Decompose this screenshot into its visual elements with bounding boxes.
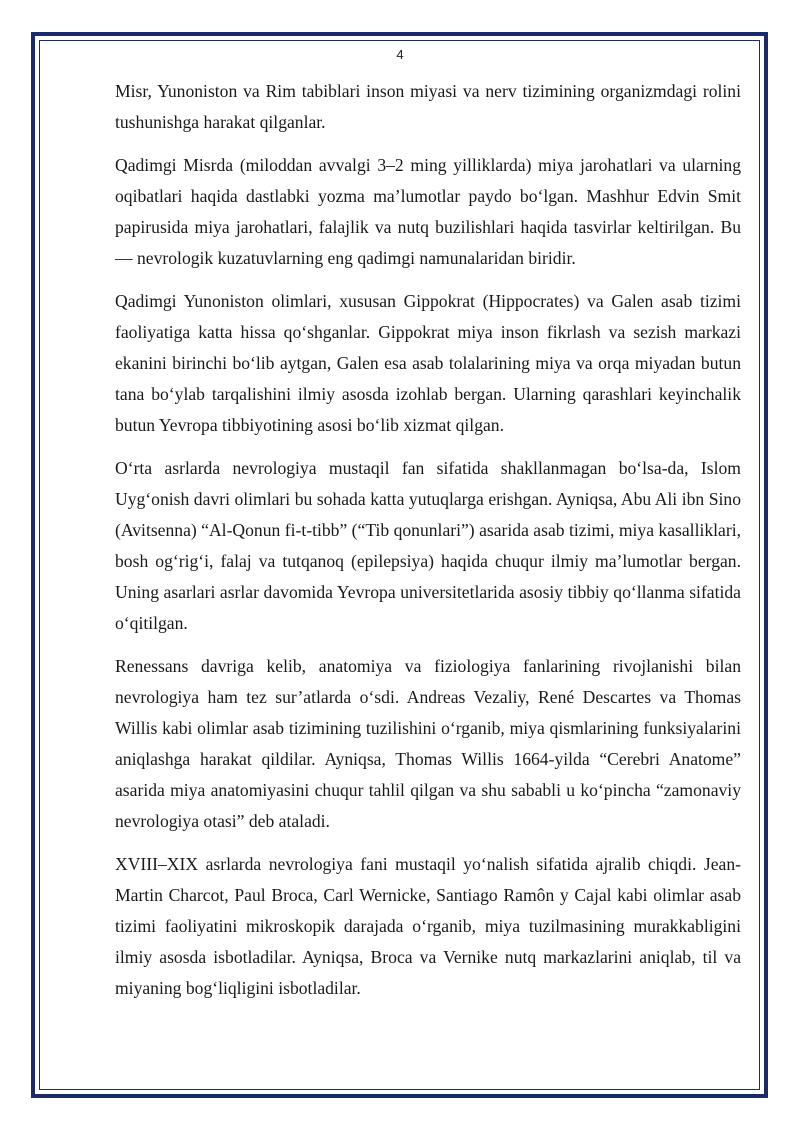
page-number: 4 [396, 47, 404, 62]
paragraph-ancient-greece: Qadimgi Yunoniston olimlari, xususan Gippokrat (Hippocrates) va Galen asab tizimi faoliyatiga katta hissa qo‘shganlar. Gippokrat miya inson fikrlash va sezish markazi ekanini birinchi bo‘lib aytgan, Galen esa asab tolalarining miya va orqa miyadan butun tana bo‘ylab tarqalishini ilmiy asosda izohlab bergan. Ularning qarashlari keyinchalik butun Yevropa tibbiyotining asosi bo‘lib xizmat qilgan. [115, 291, 741, 435]
paragraph-18-19-centuries: XVIII–XIX asrlarda nevrologiya fani mustaqil yo‘nalish sifatida ajralib chiqdi. Jean-Martin Charcot, Paul Broca, Carl Wernicke, Santiago Ramôn y Cajal kabi olimlar asab tizimi faoliyatini mikroskopik darajada o‘rganib, miya tuzilmasining murakkabligini ilmiy asosda isbotladilar. Ayniqsa, Broca va Vernike nutq markazlarini aniqlab, til va miyaning bog‘liqligini isbotladilar. [115, 854, 741, 998]
paragraph-ancient-egypt: Qadimgi Misrda (miloddan avvalgi 3–2 ming yilliklarda) miya jarohatlari va ularning oqibatlari haqida dastlabki yozma ma’lumotlar paydo bo‘lgan. Mashhur Edvin Smit papirusida miya jarohatlari, falajlik va nutq buzilishlari haqida tasvirlar keltirilgan. Bu — nevrologik kuzatuvlarning eng qadimgi namunalaridan biridir. [115, 155, 741, 268]
paragraph-middle-ages: O‘rta asrlarda nevrologiya mustaqil fan sifatida shakllanmagan bo‘lsa-da, Islom Uyg‘onish davri olimlari bu sohada katta yutuqlarga erishgan. Ayniqsa, Abu Ali ibn Sino (Avitsenna) “Al-Qonun fi-t-tibb” (“Tib qonunlari”) asarida asab tizimi, miya kasalliklari, bosh og‘rig‘i, falaj va tutqanoq (epilepsiya) haqida chuqur ilmiy ma’lumotlar bergan. Uning asarlari asrlar davomida Yevropa universitetlarida asosiy tibbiy qo‘llanma sifatida o‘qitilgan. [115, 458, 741, 633]
document-body [115, 76, 741, 1016]
paragraph-intro: Misr, Yunoniston va Rim tabiblari inson miyasi va nerv tizimining organizmdagi rolini tushunishga harakat qilganlar. [115, 81, 741, 132]
paragraph-renaissance: Renessans davriga kelib, anatomiya va fiziologiya fanlarining rivojlanishi bilan nevrologiya ham tez sur’atlarda o‘sdi. Andreas Vezaliy, René Descartes va Thomas Willis kabi olimlar asab tizimining tuzilishini o‘rganib, miya qismlarining funksiyalarini aniqlashga harakat qildilar. Ayniqsa, Thomas Willis 1664-yilda “Cerebri Anatome” asarida miya anatomiyasini chuqur tahlil qilgan va shu sababli u ko‘pincha “zamonaviy nevrologiya otasi” deb ataladi. [115, 656, 741, 831]
